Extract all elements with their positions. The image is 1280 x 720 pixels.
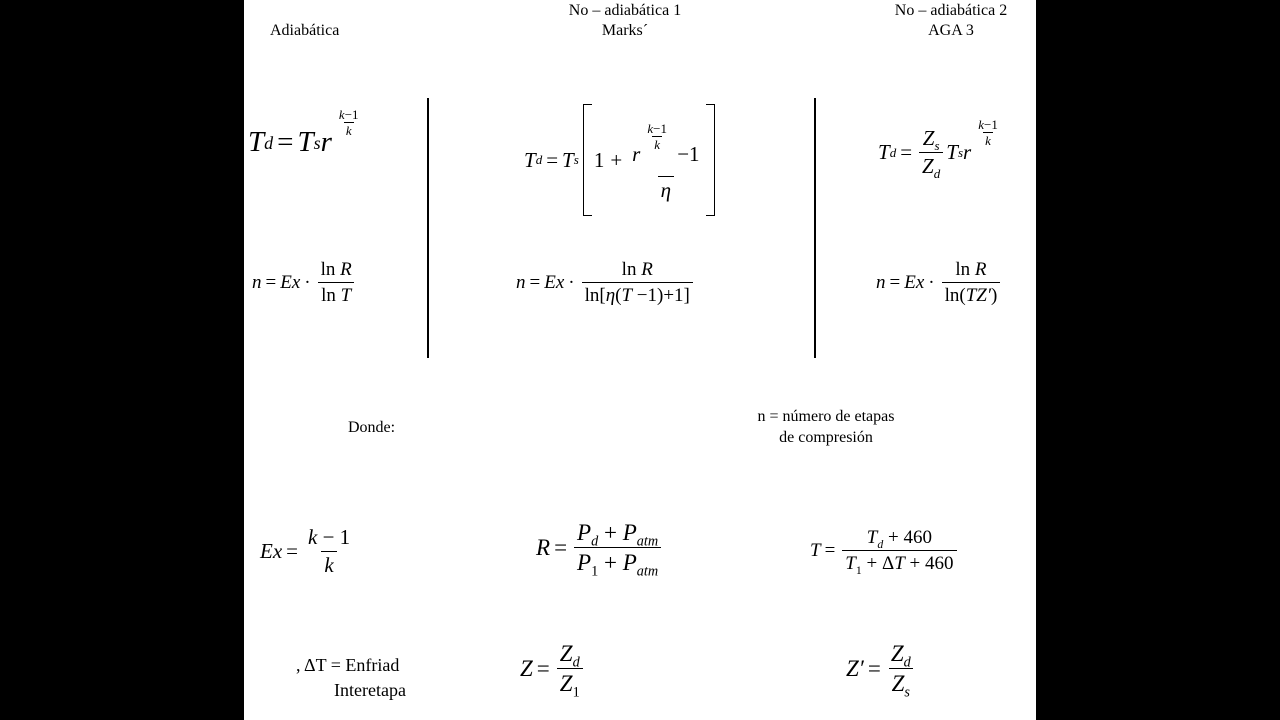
- header-no-adiabatica-1: No – adiabática 1: [568, 2, 682, 19]
- equation-t: T = $\frac{T_d + 460}{T_1 + \Delta T + 460}$: [810, 528, 960, 573]
- delta-t-line1: , ΔT = Enfriad: [296, 655, 400, 675]
- equation-r: R = $\frac{P_d + P_{atm}}{P_1 + P_{atm}}$: [536, 521, 664, 574]
- column-divider-left: [427, 98, 429, 358]
- n-definition-line1: n = número de etapas: [757, 408, 895, 425]
- equation-td-adiabatic: T d = T s r $\frac{k-1}{k}$: [248, 107, 359, 158]
- equation-td-aga3: T d = $\frac{Z_s}{Z_d}$ T s r $\frac{k-1}{k}$: [878, 117, 998, 182]
- header-no-adiabatica-2: No – adiabática 2: [894, 2, 1008, 19]
- equation-n-marks: n = Ex · $\frac{\text{ln R}}{\ln[\eta(T -1)+1]}$: [516, 260, 696, 305]
- header-aga3: AGA 3: [928, 22, 974, 39]
- header-marks: Marks´: [601, 22, 649, 39]
- header-adiabatica: Adiabática: [270, 22, 340, 39]
- equation-n-aga3: n = Ex · $\frac{\text{ln R}}{\ln(TZ')}$: [876, 260, 1003, 305]
- equation-z: Z = $\frac{Z_d}{Z_1}$: [520, 642, 586, 695]
- n-definition-line2: de compresión: [779, 429, 873, 446]
- donde-label: Donde:: [348, 419, 396, 436]
- equation-ex: Ex = $\frac{k - 1}{k}$: [260, 525, 351, 577]
- document-page: [244, 0, 1036, 720]
- equation-n-adiabatic: n = Ex · $\frac{\text{ln R}}{\text{ln T}}$: [252, 260, 358, 305]
- column-divider-right: [814, 98, 816, 358]
- equation-td-marks: T d = T s 1 + r $\frac{k-1}{k}$ −1 η: [524, 104, 715, 216]
- delta-t-line2: Interetapa: [334, 680, 406, 700]
- equation-z-prime: Z′ = $\frac{Z_d}{Z_s}$: [846, 642, 917, 695]
